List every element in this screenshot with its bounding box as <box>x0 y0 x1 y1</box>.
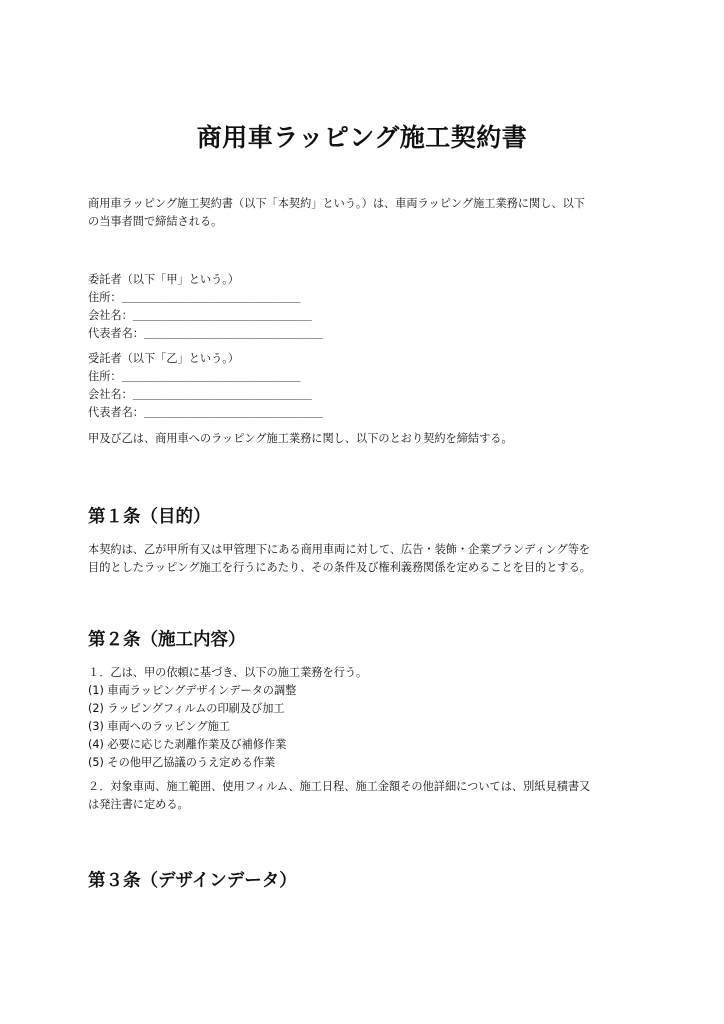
intro-line-1: 商用車ラッピング施工契約書（以下「本契約」という。）は、車両ラッピング施工業務に関し、以下 <box>88 197 585 210</box>
party-b-address-field: 住所：＿＿＿＿＿＿＿＿＿＿＿＿＿＿＿＿ <box>88 370 301 383</box>
party-b-company-field: 会社名：＿＿＿＿＿＿＿＿＿＿＿＿＿＿＿＿ <box>88 388 312 401</box>
party-b-header: 受託者（以下「乙」という。） <box>88 352 240 365</box>
party-a-block <box>88 271 644 343</box>
article-1-line-1: 本契約は、乙が甲所有又は甲管理下にある商用車両に対して、広告・装飾・企業ブランディング等を <box>88 543 591 556</box>
article-1-line-2: 目的としたラッピング施工を行うにあたり、その条件及び権利義務関係を定めることを目的とする。 <box>88 561 591 574</box>
document-title: 商用車ラッピング施工契約書 <box>196 123 528 152</box>
article-1-heading: 第１条（目的） <box>88 507 211 527</box>
intro-paragraph <box>88 195 644 231</box>
article-3-heading: 第３条（デザインデータ） <box>88 871 297 891</box>
list-item: (5) その他甲乙協議のうえ定める作業 <box>88 756 276 769</box>
list-item: (4) 必要に応じた剥離作業及び補修作業 <box>88 738 287 751</box>
article-2-item-2-line-2: は発注書に定める。 <box>88 798 189 811</box>
article-2-item-2-line-1: ２．対象車両、施工範囲、使用フィルム、施工日程、施工金額その他詳細については、別紙見積書又 <box>88 780 591 793</box>
article-2-body <box>88 664 644 772</box>
list-item: (3) 車両へのラッピング施工 <box>88 720 231 733</box>
article-2-item-2 <box>88 778 644 814</box>
list-item: (1) 車両ラッピングデザインデータの調整 <box>88 684 297 697</box>
party-b-representative-field: 代表者名：＿＿＿＿＿＿＿＿＿＿＿＿＿＿＿＿ <box>88 406 323 419</box>
agreement-text: 甲及び乙は、商用車へのラッピング施工業務に関し、以下のとおり契約を締結する。 <box>88 432 513 445</box>
article-2-item-1: １．乙は、甲の依頼に基づき、以下の施工業務を行う。 <box>88 666 368 679</box>
article-2-heading: 第２条（施工内容） <box>88 630 246 650</box>
party-a-representative-field: 代表者名：＿＿＿＿＿＿＿＿＿＿＿＿＿＿＿＿ <box>88 327 323 340</box>
party-b-block <box>88 350 644 422</box>
party-a-company-field: 会社名：＿＿＿＿＿＿＿＿＿＿＿＿＿＿＿＿ <box>88 309 312 322</box>
agreement-paragraph <box>88 430 644 448</box>
article-1-body <box>88 541 644 577</box>
intro-line-2: の当事者間で締結される。 <box>88 215 223 228</box>
party-a-header: 委託者（以下「甲」という。） <box>88 273 240 286</box>
list-item: (2) ラッピングフィルムの印刷及び加工 <box>88 702 285 715</box>
party-a-address-field: 住所：＿＿＿＿＿＿＿＿＿＿＿＿＿＿＿＿ <box>88 291 301 304</box>
